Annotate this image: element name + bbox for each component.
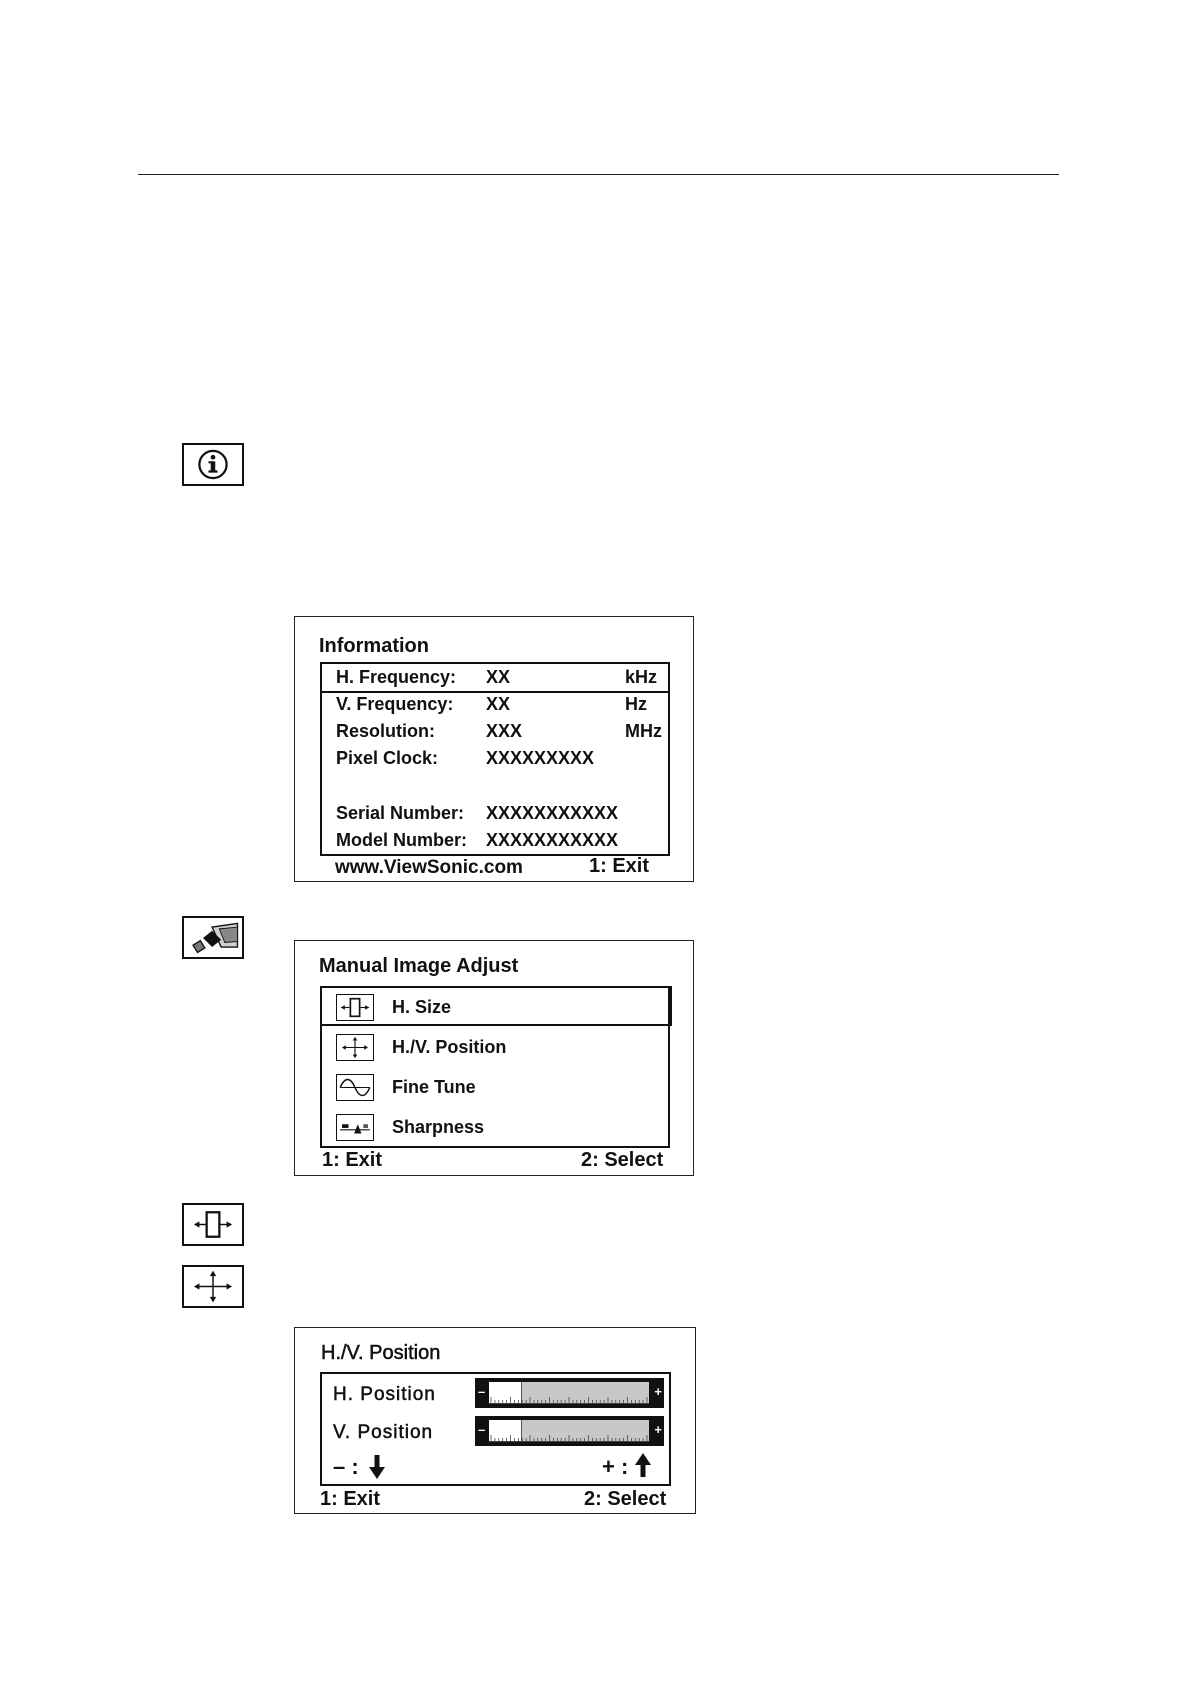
information-title: Information xyxy=(319,635,429,657)
minus-hint: – : xyxy=(333,1454,359,1479)
row-value: XXXXXXXXXXX xyxy=(486,803,619,823)
slider-ticks xyxy=(489,1397,649,1404)
hv-position-panel xyxy=(320,1372,671,1486)
menu-item-label: Sharpness xyxy=(392,1117,485,1137)
row-unit: Hz xyxy=(625,694,647,714)
row-label: Resolution: xyxy=(336,721,435,741)
exit-button[interactable]: 1: Exit xyxy=(322,1149,383,1171)
information-row xyxy=(322,748,668,775)
exit-button[interactable]: 1: Exit xyxy=(589,855,650,877)
hv-position-icon xyxy=(336,1034,374,1061)
row-value: XX xyxy=(486,667,511,687)
website-link[interactable]: www.ViewSonic.com xyxy=(335,857,523,878)
menu-item-h-size[interactable] xyxy=(320,986,672,1026)
manual-image-adjust-menu xyxy=(320,986,670,1148)
select-button[interactable]: 2: Select xyxy=(581,1149,664,1171)
slider-track xyxy=(489,1420,649,1442)
row-label: Pixel Clock: xyxy=(336,748,439,768)
manual-adjust-icon xyxy=(182,916,244,959)
menu-item-hv-position[interactable] xyxy=(322,1028,668,1068)
information-row xyxy=(322,830,668,857)
menu-item-fine-tune[interactable] xyxy=(322,1068,668,1108)
information-row xyxy=(322,721,668,748)
arrow-up-icon xyxy=(635,1452,651,1478)
information-row xyxy=(322,667,668,694)
row-value: XXXXXXXXX xyxy=(486,748,595,768)
manual-image-adjust-osd xyxy=(294,940,694,1176)
h-size-icon xyxy=(182,1203,244,1246)
menu-item-label: H./V. Position xyxy=(392,1037,507,1057)
row-label: Serial Number: xyxy=(336,803,465,823)
menu-item-sharpness[interactable] xyxy=(322,1108,668,1148)
plus-hint: + : xyxy=(602,1454,629,1479)
slider-label: V. Position xyxy=(333,1422,434,1443)
select-button[interactable]: 2: Select xyxy=(584,1488,667,1510)
slider-label: H. Position xyxy=(333,1384,436,1405)
minus-icon: – xyxy=(478,1384,486,1399)
information-osd xyxy=(294,616,694,882)
hv-position-icon xyxy=(182,1265,244,1308)
row-unit: kHz xyxy=(625,667,658,687)
row-label: Model Number: xyxy=(336,830,468,850)
information-row xyxy=(322,803,668,830)
minus-icon: – xyxy=(478,1422,486,1437)
hv-position-title: H./V. Position xyxy=(321,1342,441,1364)
slider-track xyxy=(489,1382,649,1404)
hv-position-osd xyxy=(294,1327,696,1514)
slider-ticks xyxy=(489,1435,649,1442)
row-value: XXXXXXXXXXX xyxy=(486,830,619,850)
v-position-slider[interactable] xyxy=(475,1416,664,1446)
arrow-down-icon xyxy=(369,1454,385,1480)
exit-button[interactable]: 1: Exit xyxy=(320,1488,381,1510)
menu-item-label: H. Size xyxy=(392,997,452,1017)
plus-icon: + xyxy=(654,1384,662,1399)
fine-tune-icon xyxy=(336,1074,374,1101)
information-row xyxy=(322,694,668,721)
row-value: XX xyxy=(486,694,511,714)
header-rule xyxy=(138,174,1059,175)
info-icon xyxy=(182,443,244,486)
h-size-icon xyxy=(336,994,374,1021)
menu-item-label: Fine Tune xyxy=(392,1077,476,1097)
plus-icon: + xyxy=(654,1422,662,1437)
sharpness-icon xyxy=(336,1114,374,1141)
row-unit: MHz xyxy=(625,721,662,741)
manual-image-adjust-title: Manual Image Adjust xyxy=(319,955,519,977)
information-table xyxy=(320,662,670,856)
row-label: H. Frequency: xyxy=(336,667,457,687)
row-label: V. Frequency: xyxy=(336,694,454,714)
row-value: XXX xyxy=(486,721,523,741)
h-position-slider[interactable] xyxy=(475,1378,664,1408)
